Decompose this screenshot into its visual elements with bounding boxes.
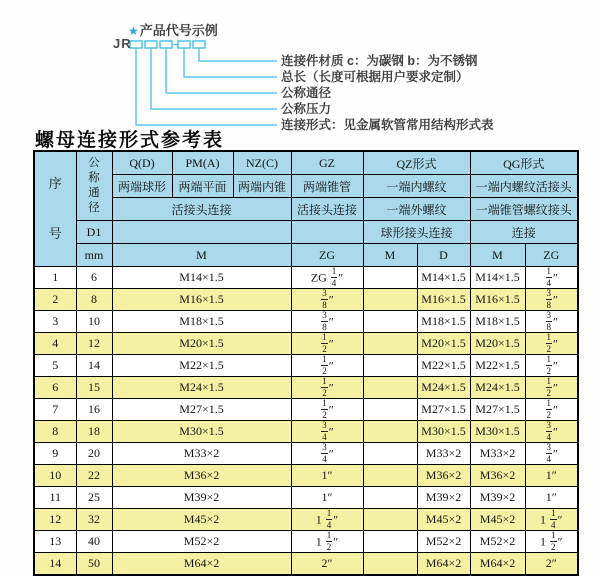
- d1-blank-gz: [291, 221, 363, 244]
- qg-zg-cell: 1 $\frac{1}{4}$ ″: [525, 509, 578, 531]
- qz-d-cell: M22×1.5: [417, 355, 470, 377]
- code-box-2: [145, 41, 157, 48]
- qg-m-cell: M24×1.5: [470, 377, 525, 399]
- code-box-4: [178, 41, 190, 48]
- dn-cell: 32: [76, 509, 112, 531]
- col-dn-header: [76, 151, 112, 221]
- col-gz-header: GZ: [291, 151, 363, 175]
- seq-cell: 7: [34, 399, 76, 421]
- qg-taper-thread-cell: 一端锥管螺纹接头: [470, 198, 578, 221]
- m-cell: M64×2: [112, 553, 291, 576]
- qg-m-cell: M18×1.5: [470, 311, 525, 333]
- code-label-diameter: 公称通径: [281, 86, 332, 100]
- qg-m-label-cell: M: [470, 244, 525, 267]
- diagram-heading-text: 产品代号示例: [139, 23, 218, 38]
- qg-zg-cell: 2″: [525, 553, 578, 576]
- code-label-conn-form: 连接形式：见金属软管常用结构形式表: [281, 118, 494, 132]
- qz-d-cell: M14×1.5: [417, 267, 470, 289]
- qz-d-cell: M20×1.5: [417, 333, 470, 355]
- header-row-1: [34, 151, 578, 175]
- qg-m-cell: M20×1.5: [470, 333, 525, 355]
- table-row: [34, 465, 578, 487]
- gz-cell: 2″: [291, 553, 363, 576]
- qg-type-cell: 一端内螺纹活接头: [470, 175, 578, 198]
- qz-d-cell: M45×2: [417, 509, 470, 531]
- code-box-1: [130, 41, 142, 48]
- dn-cell: 8: [76, 289, 112, 311]
- qz-m-cell: [363, 487, 417, 509]
- dn-cell: 15: [76, 377, 112, 399]
- code-prefix: JR: [113, 36, 132, 51]
- qg-m-cell: M33×2: [470, 443, 525, 465]
- qz-ball-conn-cell: 球形接头连接: [363, 221, 470, 244]
- dn-vertical-label: 公称通径: [88, 157, 100, 214]
- qg-zg-cell: $\frac{1}{2}$ ″: [525, 377, 578, 399]
- qg-zg-label-cell: ZG: [525, 244, 578, 267]
- code-box-3: [160, 41, 172, 48]
- code-label-pressure: 公称压力: [281, 102, 332, 116]
- m-cell: M45×2: [112, 509, 291, 531]
- d1-blank-qpmnz: [112, 221, 291, 244]
- m-cell: M14×1.5: [112, 267, 291, 289]
- qz-m-cell: [363, 553, 417, 576]
- seq-cell: 14: [34, 553, 76, 576]
- qg-m-cell: M27×1.5: [470, 399, 525, 421]
- gz-cell: $\frac{1}{2}$ ″: [291, 399, 363, 421]
- table-row: [34, 333, 578, 355]
- m-cell: M36×2: [112, 465, 291, 487]
- qz-m-cell: [363, 531, 417, 553]
- m-cell: M52×2: [112, 531, 291, 553]
- qg-m-cell: M52×2: [470, 531, 525, 553]
- qz-d-cell: M64×2: [417, 553, 470, 576]
- qz-m-cell: [363, 377, 417, 399]
- qg-zg-cell: $\frac{3}{8}$ ″: [525, 289, 578, 311]
- code-label-material: 连接件材质 c：为碳钢 b：为不锈钢: [281, 54, 478, 68]
- m-cell: M27×1.5: [112, 399, 291, 421]
- dn-cell: 50: [76, 553, 112, 576]
- gz-cell: 1 $\frac{1}{2}$ ″: [291, 531, 363, 553]
- q-type-cell: 两端球形: [112, 175, 172, 198]
- table-row: [34, 399, 578, 421]
- gz-conn-cell: 活接头连接: [291, 198, 363, 221]
- gz-cell: $\frac{1}{2}$ ″: [291, 333, 363, 355]
- gz-cell: 1″: [291, 487, 363, 509]
- header-row-3: [34, 198, 578, 221]
- zg-label-cell: ZG: [291, 244, 363, 267]
- col-pm-header: PM(A): [172, 151, 233, 175]
- union-conn-cell: 活接头连接: [112, 198, 291, 221]
- qg-m-cell: M39×2: [470, 487, 525, 509]
- dn-cell: 25: [76, 487, 112, 509]
- qz-ext-thread-cell: 一端外螺纹: [363, 198, 470, 221]
- col-nz-header: NZ(C): [233, 151, 291, 175]
- qz-m-cell: [363, 421, 417, 443]
- qg-zg-cell: $\frac{1}{2}$ ″: [525, 399, 578, 421]
- dn-cell: 22: [76, 465, 112, 487]
- seq-cell: 10: [34, 465, 76, 487]
- col-seq-header: [34, 151, 76, 267]
- gz-type-cell: 两端锥管: [291, 175, 363, 198]
- gz-cell: $\frac{3}{4}$ ″: [291, 443, 363, 465]
- qz-d-cell: M16×1.5: [417, 289, 470, 311]
- header-row-5: [34, 244, 578, 267]
- qg-m-cell: M30×1.5: [470, 421, 525, 443]
- dn-cell: 12: [76, 333, 112, 355]
- dn-cell: 6: [76, 267, 112, 289]
- d1-cell: D1: [76, 221, 112, 244]
- m-cell: M22×1.5: [112, 355, 291, 377]
- qz-d-cell: M27×1.5: [417, 399, 470, 421]
- gz-cell: $\frac{1}{2}$ ″: [291, 377, 363, 399]
- table-row: [34, 377, 578, 399]
- qg-conn-cell: 连接: [470, 221, 578, 244]
- m-cell: M18×1.5: [112, 311, 291, 333]
- star-icon: ★: [128, 24, 139, 38]
- qz-d-cell: M18×1.5: [417, 311, 470, 333]
- qg-zg-cell: $\frac{1}{4}$ ″: [525, 267, 578, 289]
- seq-cell: 8: [34, 421, 76, 443]
- gz-cell: $\frac{1}{2}$ ″: [291, 355, 363, 377]
- seq-cell: 5: [34, 355, 76, 377]
- gz-cell: $\frac{3}{4}$ ″: [291, 421, 363, 443]
- mm-cell: mm: [76, 244, 112, 267]
- diagram-heading: [128, 20, 218, 39]
- nut-connection-table: [33, 150, 579, 576]
- m-cell: M20×1.5: [112, 333, 291, 355]
- qg-m-cell: M14×1.5: [470, 267, 525, 289]
- m-cell: M30×1.5: [112, 421, 291, 443]
- qg-zg-cell: $\frac{3}{4}$ ″: [525, 443, 578, 465]
- table-row: [34, 311, 578, 333]
- qz-type-cell: 一端内螺纹: [363, 175, 470, 198]
- qz-d-label-cell: D: [417, 244, 470, 267]
- dn-cell: 16: [76, 399, 112, 421]
- dn-cell: 18: [76, 421, 112, 443]
- m-cell: M16×1.5: [112, 289, 291, 311]
- qg-m-cell: M45×2: [470, 509, 525, 531]
- code-label-length: 总长（长度可根据用户要求定制）: [281, 70, 469, 84]
- qg-m-cell: M64×2: [470, 553, 525, 576]
- gz-cell: 1″: [291, 465, 363, 487]
- gz-cell: ZG $\frac{1}{4}$ ″: [291, 267, 363, 289]
- qz-m-cell: [363, 509, 417, 531]
- seq-cell: 2: [34, 289, 76, 311]
- seq-cell: 11: [34, 487, 76, 509]
- seq-cell: 4: [34, 333, 76, 355]
- table-row: [34, 487, 578, 509]
- table-row: [34, 553, 578, 576]
- code-box-5: [193, 41, 205, 48]
- table-row: [34, 531, 578, 553]
- qg-zg-cell: $\frac{3}{4}$ ″: [525, 421, 578, 443]
- qz-m-cell: [363, 289, 417, 311]
- m-cell: M24×1.5: [112, 377, 291, 399]
- qg-m-cell: M36×2: [470, 465, 525, 487]
- col-qz-header: QZ形式: [363, 151, 470, 175]
- qz-d-cell: M52×2: [417, 531, 470, 553]
- seq-cell: 13: [34, 531, 76, 553]
- table-row: [34, 509, 578, 531]
- qz-m-cell: [363, 333, 417, 355]
- table-row: [34, 355, 578, 377]
- table-header: [34, 151, 578, 267]
- m-cell: M33×2: [112, 443, 291, 465]
- qz-m-cell: [363, 399, 417, 421]
- gz-cell: $\frac{3}{8}$ ″: [291, 289, 363, 311]
- qz-m-cell: [363, 443, 417, 465]
- seq-cell: 12: [34, 509, 76, 531]
- seq-cell: 3: [34, 311, 76, 333]
- table-body: [34, 267, 578, 576]
- qg-zg-cell: 1″: [525, 487, 578, 509]
- table-row: [34, 267, 578, 289]
- table-row: [34, 421, 578, 443]
- qz-m-cell: [363, 311, 417, 333]
- col-q-header: Q(D): [112, 151, 172, 175]
- qg-zg-cell: 1″: [525, 465, 578, 487]
- qz-m-cell: [363, 355, 417, 377]
- table-row: [34, 289, 578, 311]
- dn-cell: 10: [76, 311, 112, 333]
- seq-cell: 9: [34, 443, 76, 465]
- qg-zg-cell: 1 $\frac{1}{2}$ ″: [525, 531, 578, 553]
- qg-zg-cell: $\frac{3}{8}$ ″: [525, 311, 578, 333]
- qz-d-cell: M30×1.5: [417, 421, 470, 443]
- qg-zg-cell: $\frac{1}{2}$ ″: [525, 355, 578, 377]
- gz-cell: $\frac{3}{8}$ ″: [291, 311, 363, 333]
- qz-d-cell: M33×2: [417, 443, 470, 465]
- dn-cell: 20: [76, 443, 112, 465]
- qz-m-cell: [363, 267, 417, 289]
- qg-zg-cell: $\frac{1}{2}$ ″: [525, 333, 578, 355]
- qz-d-cell: M39×2: [417, 487, 470, 509]
- m-label-cell: M: [112, 244, 291, 267]
- header-row-4: [34, 221, 578, 244]
- gz-cell: 1 $\frac{1}{4}$ ″: [291, 509, 363, 531]
- dn-cell: 40: [76, 531, 112, 553]
- m-cell: M39×2: [112, 487, 291, 509]
- dn-cell: 14: [76, 355, 112, 377]
- col-qg-header: QG形式: [470, 151, 578, 175]
- qg-m-cell: M22×1.5: [470, 355, 525, 377]
- nz-type-cell: 两端内锥: [233, 175, 291, 198]
- qz-d-cell: M24×1.5: [417, 377, 470, 399]
- qz-d-cell: M36×2: [417, 465, 470, 487]
- pm-type-cell: 两端平面: [172, 175, 233, 198]
- table-row: [34, 443, 578, 465]
- seq-cell: 1: [34, 267, 76, 289]
- table-title: 螺母连接形式参考表: [35, 129, 225, 151]
- seq-cell: 6: [34, 377, 76, 399]
- qz-m-label-cell: M: [363, 244, 417, 267]
- qg-m-cell: M16×1.5: [470, 289, 525, 311]
- seq-vertical-label: 序号: [48, 176, 62, 241]
- qz-m-cell: [363, 465, 417, 487]
- header-row-2: [34, 175, 578, 198]
